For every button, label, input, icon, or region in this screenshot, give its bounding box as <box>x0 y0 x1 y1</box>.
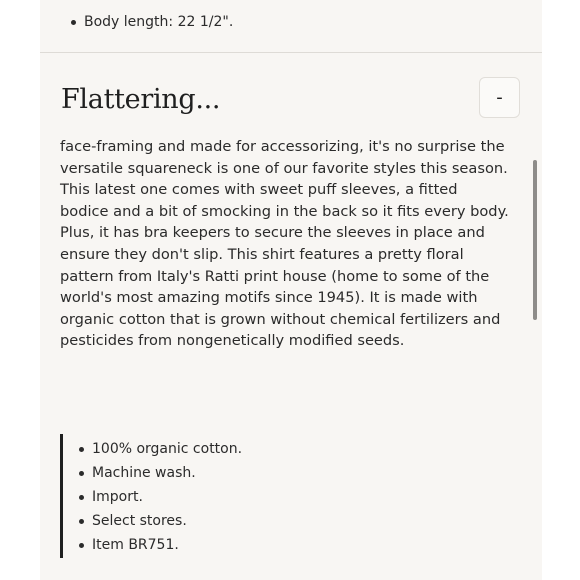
section-divider <box>40 52 542 53</box>
collapse-toggle-button[interactable]: - <box>479 77 520 118</box>
list-item <box>79 437 242 461</box>
previous-section-content <box>40 0 542 52</box>
list-item <box>79 485 242 509</box>
list-item <box>79 533 242 557</box>
list-item-text: Select stores. <box>92 513 187 529</box>
details-accent-line <box>60 434 63 558</box>
list-item <box>71 10 233 34</box>
top-bullet-list <box>71 10 233 34</box>
list-item-text: Machine wash. <box>92 465 196 481</box>
scrollbar-thumb[interactable] <box>533 160 537 320</box>
list-item <box>79 509 242 533</box>
bullet-icon <box>79 471 84 476</box>
bullet-icon <box>79 519 84 524</box>
bullet-icon <box>79 543 84 548</box>
section-title: Flattering... <box>61 84 221 115</box>
details-list <box>79 437 242 557</box>
product-description: face-framing and made for accessorizing, it's no surprise the versatile squareneck is one of our favorite styles this season. This latest one comes with sweet puff sleeves, a fitted bodice and a bit of smocking in the back so it fits every body. Plus, it has bra keepers to secure the sleeves in place and ensure they don't slip. This shirt features a pretty floral pattern from Italy's Ratti print house (home to some of the world's most amazing motifs since 1945). It is made with organic cotton that is grown without chemical fertilizers and pesticides from nongenetically modified seeds. <box>60 138 509 350</box>
list-item-text: 100% organic cotton. <box>92 441 243 457</box>
product-details-panel[interactable] <box>40 0 542 580</box>
bullet-icon <box>79 447 84 452</box>
bullet-icon <box>71 20 76 25</box>
list-item-text: Item BR751. <box>92 537 179 553</box>
bullet-icon <box>79 495 84 500</box>
list-item-text: Import. <box>92 489 143 505</box>
details-block <box>60 434 360 558</box>
scrollbar[interactable] <box>533 160 537 320</box>
list-item-text: Body length: 22 1/2". <box>84 14 234 30</box>
list-item <box>79 461 242 485</box>
